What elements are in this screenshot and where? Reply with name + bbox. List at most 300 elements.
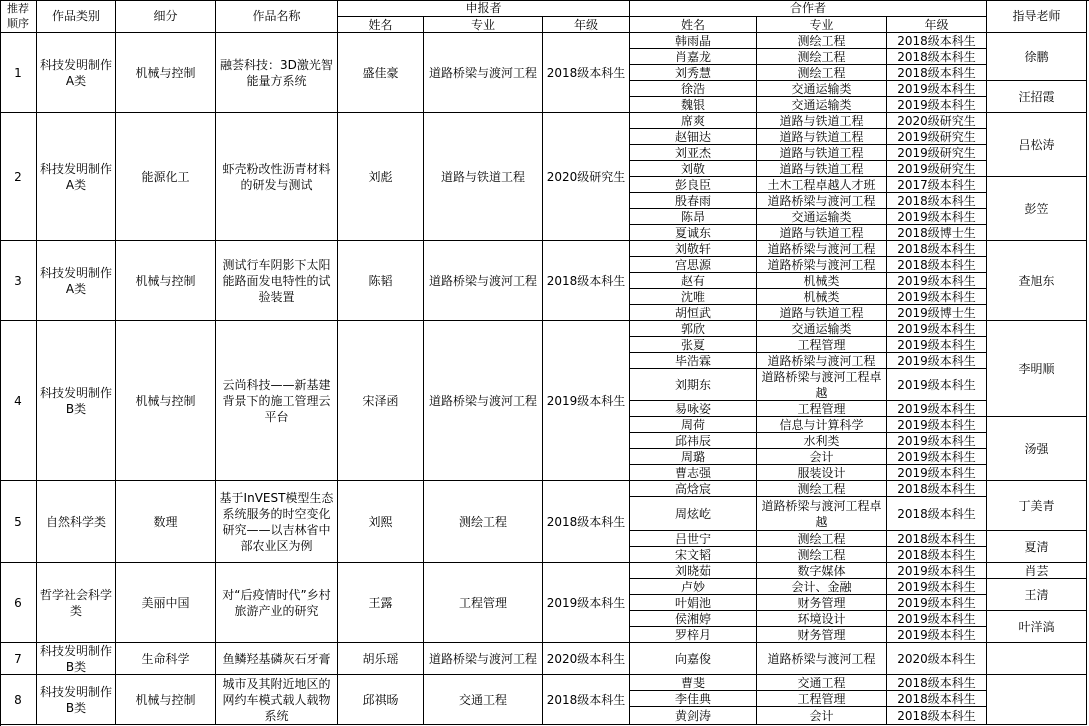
collaborator-grade-text: 2018级博士生 xyxy=(897,225,976,240)
collaborator-name-text: 宫思源 xyxy=(674,257,711,272)
applicant-grade xyxy=(543,321,630,481)
entry-category-text: 科技发明制作B类 xyxy=(39,385,112,416)
applicant-major-text: 道路桥梁与渡河工程 xyxy=(428,65,537,80)
collaborator-name-text: 郭欣 xyxy=(680,321,705,336)
advisor-name xyxy=(987,481,1087,531)
collaborator-grade xyxy=(887,225,987,241)
entry-order-text: 2 xyxy=(14,169,22,184)
collaborator-major xyxy=(757,417,887,433)
collaborator-major-text: 道路与铁道工程 xyxy=(779,161,864,176)
collaborator-name xyxy=(630,531,757,547)
applicant-major-text: 道路桥梁与渡河工程 xyxy=(428,651,537,666)
collaborator-grade-text: 2019级研究生 xyxy=(897,161,976,176)
entry-title-text: 测试行车阴影下太阳能路面发电特性的试验装置 xyxy=(222,257,331,304)
applicant-name xyxy=(338,33,424,113)
entry-subcategory xyxy=(116,675,216,725)
applicant-grade-text: 2020级本科生 xyxy=(546,651,626,666)
collaborator-name-text: 易咏姿 xyxy=(674,401,711,416)
collaborator-grade xyxy=(887,707,987,725)
collaborator-name xyxy=(630,129,757,145)
advisor-name-text: 查旭东 xyxy=(1018,273,1055,288)
entry-category xyxy=(37,241,116,321)
entry-subcategory-text: 机械与控制 xyxy=(135,393,196,408)
entry-category xyxy=(37,321,116,481)
collaborator-name-text: 魏银 xyxy=(680,97,705,112)
collaborator-major-text: 交通工程 xyxy=(797,675,846,690)
entry-category xyxy=(37,33,116,113)
collaborator-grade-text: 2018级本科生 xyxy=(897,49,976,64)
advisor-name-text: 彭笠 xyxy=(1024,201,1049,216)
collaborator-grade xyxy=(887,145,987,161)
collaborator-name xyxy=(630,595,757,611)
collaborator-major xyxy=(757,563,887,579)
entry-title xyxy=(216,241,338,321)
collaborator-name xyxy=(630,241,757,257)
header-subcategory xyxy=(116,0,216,33)
collaborator-major xyxy=(757,691,887,707)
collaborator-grade-text: 2019级本科生 xyxy=(897,377,976,392)
collaborator-name-text: 沈唯 xyxy=(680,289,705,304)
collaborator-grade-text: 2018级本科生 xyxy=(897,506,976,521)
collaborator-grade-text: 2019级本科生 xyxy=(897,579,976,594)
collaborator-grade xyxy=(887,465,987,481)
collaborator-name xyxy=(630,161,757,177)
collaborator-name-text: 赵钿达 xyxy=(674,129,711,144)
collaborator-major-text: 数字媒体 xyxy=(797,563,846,578)
entry-subcategory xyxy=(116,113,216,241)
advisor-name xyxy=(987,113,1087,177)
collaborator-major-text: 道路与铁道工程 xyxy=(779,145,864,160)
entry-order-text: 8 xyxy=(14,692,22,707)
applicant-major xyxy=(424,113,543,241)
header-applicant-major xyxy=(424,17,543,33)
entry-subcategory-text: 生命科学 xyxy=(141,651,190,666)
collaborator-major-text: 道路桥梁与渡河工程 xyxy=(767,257,876,272)
collaborator-grade xyxy=(887,305,987,321)
collaborator-major-text: 道路与铁道工程 xyxy=(779,225,864,240)
entry-order xyxy=(0,113,37,241)
collaborator-grade xyxy=(887,241,987,257)
collaborator-name-text: 宋文韬 xyxy=(674,547,711,562)
entry-category-text: 哲学社会科学类 xyxy=(39,587,112,618)
collaborator-major-text: 工程管理 xyxy=(797,337,846,352)
collaborator-major-text: 会计 xyxy=(809,708,834,723)
collaborator-major-text: 会计 xyxy=(809,449,834,464)
entry-title-text: 城市及其附近地区的网约车模式载人载物系统 xyxy=(222,676,331,723)
collaborator-name xyxy=(630,49,757,65)
entry-order-text: 4 xyxy=(14,393,22,408)
collaborator-grade-text: 2019级本科生 xyxy=(897,563,976,578)
collaborator-name xyxy=(630,547,757,563)
collaborator-grade xyxy=(887,289,987,305)
applicant-major xyxy=(424,675,543,725)
collaborator-grade xyxy=(887,627,987,643)
collaborator-major xyxy=(757,113,887,129)
collaborator-name xyxy=(630,643,757,675)
collaborator-name-text: 刘秀慧 xyxy=(674,65,711,80)
entry-order xyxy=(0,241,37,321)
collaborator-name xyxy=(630,33,757,49)
advisor-name-text: 夏清 xyxy=(1024,539,1049,554)
collaborator-name-text: 邱祎辰 xyxy=(674,433,711,448)
collaborator-major-text: 道路桥梁与渡河工程 xyxy=(767,353,876,368)
collaborator-name xyxy=(630,401,757,417)
advisor-name xyxy=(987,177,1087,241)
collaborator-major-text: 测绘工程 xyxy=(797,531,846,546)
collaborator-major xyxy=(757,433,887,449)
header-collab-major-text: 专业 xyxy=(809,17,834,32)
collaborator-name xyxy=(630,707,757,725)
collaborator-name xyxy=(630,579,757,595)
collaborator-name-text: 陈昂 xyxy=(680,209,705,224)
collaborator-grade-text: 2020级研究生 xyxy=(897,113,976,128)
advisor-name xyxy=(987,611,1087,643)
entry-title xyxy=(216,643,338,675)
collaborator-major xyxy=(757,579,887,595)
collaborator-name xyxy=(630,497,757,531)
collaborator-grade xyxy=(887,547,987,563)
collaborator-major xyxy=(757,273,887,289)
header-collab-name xyxy=(630,17,757,33)
collaborator-name-text: 高焓宸 xyxy=(674,481,711,496)
collaborator-major xyxy=(757,369,887,401)
collaborator-major xyxy=(757,145,887,161)
collaborator-major-text: 工程管理 xyxy=(797,691,846,706)
collaborator-name xyxy=(630,675,757,691)
collaborator-name xyxy=(630,369,757,401)
entry-subcategory xyxy=(116,563,216,643)
collaborator-grade xyxy=(887,595,987,611)
collaborator-name xyxy=(630,691,757,707)
collaborator-name-text: 侯湘婷 xyxy=(674,611,711,626)
collaborator-grade-text: 2018级本科生 xyxy=(897,481,976,496)
collaborator-major xyxy=(757,193,887,209)
collaborator-grade-text: 2019级本科生 xyxy=(897,449,976,464)
collaborator-major xyxy=(757,177,887,193)
collaborator-grade xyxy=(887,161,987,177)
advisor-name xyxy=(987,675,1087,725)
collaborator-grade xyxy=(887,129,987,145)
collaborator-major xyxy=(757,81,887,97)
collaborator-major-text: 测绘工程 xyxy=(797,49,846,64)
header-order-text: 推荐顺序 xyxy=(7,2,29,30)
collaborator-name-text: 殷春雨 xyxy=(674,193,711,208)
entry-title xyxy=(216,321,338,481)
collaborator-major-text: 道路桥梁与渡河工程 xyxy=(767,651,876,666)
collaborator-name xyxy=(630,193,757,209)
entry-category-text: 科技发明制作A类 xyxy=(39,57,112,88)
entry-order-text: 7 xyxy=(14,651,22,666)
collaborator-grade xyxy=(887,33,987,49)
header-applicant-name-text: 姓名 xyxy=(368,17,393,32)
collaborator-name-text: 周璐 xyxy=(680,449,705,464)
collaborator-name-text: 胡恒武 xyxy=(674,305,711,320)
applicant-name xyxy=(338,481,424,563)
collaborator-grade xyxy=(887,193,987,209)
collaborator-major xyxy=(757,49,887,65)
entry-order xyxy=(0,643,37,675)
collaborator-major xyxy=(757,449,887,465)
entry-subcategory-text: 机械与控制 xyxy=(135,65,196,80)
advisor-name-text: 王清 xyxy=(1024,587,1049,602)
collaborator-major-text: 机械类 xyxy=(803,273,840,288)
collaborator-grade-text: 2019级本科生 xyxy=(897,337,976,352)
collaborator-major xyxy=(757,97,887,113)
collaborator-grade xyxy=(887,417,987,433)
collaborator-name-text: 曹志强 xyxy=(674,465,711,480)
collaborator-name-text: 席爽 xyxy=(680,113,705,128)
applicant-major xyxy=(424,563,543,643)
collaborator-grade xyxy=(887,273,987,289)
entry-category-text: 科技发明制作A类 xyxy=(39,161,112,192)
entry-title xyxy=(216,563,338,643)
applicant-grade xyxy=(543,481,630,563)
collaborator-major xyxy=(757,497,887,531)
collaborator-grade-text: 2019级本科生 xyxy=(897,611,976,626)
collaborator-major xyxy=(757,209,887,225)
entry-subcategory-text: 美丽中国 xyxy=(141,595,190,610)
collaborator-major-text: 财务管理 xyxy=(797,595,846,610)
collaborator-grade-text: 2019级本科生 xyxy=(897,595,976,610)
entry-subcategory-text: 机械与控制 xyxy=(135,692,196,707)
header-subcategory-text: 细分 xyxy=(153,9,178,23)
collaborator-name-text: 刘敬 xyxy=(680,161,705,176)
applicant-name xyxy=(338,675,424,725)
collaborator-major xyxy=(757,337,887,353)
collaborator-name-text: 徐浩 xyxy=(680,81,705,96)
advisor-name xyxy=(987,241,1087,321)
collaborator-major xyxy=(757,643,887,675)
entry-subcategory-text: 机械与控制 xyxy=(135,273,196,288)
applicant-grade xyxy=(543,643,630,675)
entry-title-text: 基于InVEST模型生态系统服务的时空变化研究——以吉林省中部农业区为例 xyxy=(219,490,334,553)
advisor-name-text: 李明顺 xyxy=(1018,361,1055,376)
collaborator-major-text: 水利类 xyxy=(803,433,840,448)
collaborator-grade-text: 2019级研究生 xyxy=(897,129,976,144)
collaborator-grade-text: 2018级本科生 xyxy=(897,241,976,256)
header-title xyxy=(216,0,338,33)
collaborator-grade-text: 2020级本科生 xyxy=(897,651,976,666)
applicant-major xyxy=(424,33,543,113)
entry-subcategory xyxy=(116,241,216,321)
applicant-name-text: 王露 xyxy=(368,595,393,610)
collaborator-name xyxy=(630,65,757,81)
collaborator-major xyxy=(757,707,887,725)
collaborator-grade-text: 2019级本科生 xyxy=(897,433,976,448)
applicant-major xyxy=(424,481,543,563)
entry-title-text: 虾壳粉改性沥青材料的研发与测试 xyxy=(222,161,331,192)
collaborator-major xyxy=(757,353,887,369)
collaborator-name-text: 张夏 xyxy=(680,337,705,352)
entry-subcategory-text: 数理 xyxy=(153,514,178,529)
collaborator-name-text: 周荷 xyxy=(680,417,705,432)
collaborator-name xyxy=(630,273,757,289)
applicant-grade xyxy=(543,33,630,113)
collaborator-major xyxy=(757,65,887,81)
entry-order-text: 1 xyxy=(14,65,22,80)
entry-category xyxy=(37,113,116,241)
header-order xyxy=(0,0,37,33)
applicant-grade-text: 2018级本科生 xyxy=(546,692,626,707)
collaborator-grade xyxy=(887,97,987,113)
entry-subcategory-text: 能源化工 xyxy=(141,169,190,184)
collaborator-name-text: 刘亚杰 xyxy=(674,145,711,160)
collaborator-grade xyxy=(887,675,987,691)
collaborator-name xyxy=(630,81,757,97)
applicant-major-text: 交通工程 xyxy=(458,692,507,707)
header-category-text: 作品类别 xyxy=(51,9,100,23)
collaborator-grade-text: 2018级本科生 xyxy=(897,65,976,80)
collaborator-major xyxy=(757,611,887,627)
collaborator-grade xyxy=(887,579,987,595)
applicant-major-text: 工程管理 xyxy=(458,595,507,610)
collaborator-grade xyxy=(887,691,987,707)
applicant-name-text: 刘彪 xyxy=(368,169,393,184)
collaborator-major-text: 道路桥梁与渡河工程卓越 xyxy=(761,369,882,400)
collaborator-major xyxy=(757,225,887,241)
collaborator-name-text: 夏诚东 xyxy=(674,225,711,240)
collaborator-name-text: 刘晓茹 xyxy=(674,563,711,578)
collaborator-grade-text: 2019级本科生 xyxy=(897,97,976,112)
collaborator-grade xyxy=(887,353,987,369)
collaborator-name-text: 曹斐 xyxy=(680,675,705,690)
applicant-major-text: 道路与铁道工程 xyxy=(440,169,525,184)
collaborator-grade-text: 2019级本科生 xyxy=(897,627,976,642)
collaborator-major xyxy=(757,401,887,417)
advisor-name xyxy=(987,643,1087,675)
entry-title xyxy=(216,675,338,725)
collaborator-name xyxy=(630,611,757,627)
collaborator-name-text: 刘期东 xyxy=(674,377,711,392)
collaborator-major-text: 机械类 xyxy=(803,289,840,304)
collaborator-grade-text: 2019级本科生 xyxy=(897,273,976,288)
collaborator-major xyxy=(757,547,887,563)
collaborator-name xyxy=(630,417,757,433)
collaborator-grade xyxy=(887,337,987,353)
collaborator-major-text: 测绘工程 xyxy=(797,481,846,496)
collaborator-grade xyxy=(887,449,987,465)
collaborator-name xyxy=(630,177,757,193)
entry-title xyxy=(216,113,338,241)
collaborator-grade xyxy=(887,481,987,497)
collaborator-grade-text: 2019级本科生 xyxy=(897,353,976,368)
applicant-major xyxy=(424,643,543,675)
header-applicant-major-text: 专业 xyxy=(470,17,495,32)
collaborator-major-text: 交通运输类 xyxy=(791,81,852,96)
collaborator-grade-text: 2019级研究生 xyxy=(897,145,976,160)
collaborator-grade xyxy=(887,611,987,627)
collaborator-name-text: 彭良臣 xyxy=(674,177,711,192)
entry-title-text: 鱼鳞羟基磷灰石牙膏 xyxy=(222,651,331,666)
header-advisor-text: 指导老师 xyxy=(1012,9,1061,23)
advisor-name xyxy=(987,579,1087,611)
entry-subcategory xyxy=(116,321,216,481)
entry-order-text: 6 xyxy=(14,595,22,610)
collaborator-grade-text: 2018级本科生 xyxy=(897,547,976,562)
collaborator-grade xyxy=(887,113,987,129)
collaborator-grade xyxy=(887,321,987,337)
advisor-name-text: 丁美青 xyxy=(1018,498,1055,513)
collaborator-grade-text: 2018级本科生 xyxy=(897,708,976,723)
header-advisor xyxy=(987,0,1087,33)
collaborator-name xyxy=(630,337,757,353)
collaborator-grade-text: 2018级本科生 xyxy=(897,531,976,546)
collaborator-major-text: 道路桥梁与渡河工程卓越 xyxy=(761,498,882,529)
applicant-name xyxy=(338,113,424,241)
collaborator-grade xyxy=(887,209,987,225)
collaborator-name-text: 叶娟池 xyxy=(674,595,711,610)
applicant-name xyxy=(338,321,424,481)
collaborator-major xyxy=(757,33,887,49)
collaborator-name xyxy=(630,257,757,273)
collaborator-grade xyxy=(887,257,987,273)
advisor-name-text: 吕松涛 xyxy=(1018,137,1055,152)
applicant-grade xyxy=(543,113,630,241)
collaborator-major xyxy=(757,241,887,257)
entry-order-text: 5 xyxy=(14,514,22,529)
collaborator-major xyxy=(757,161,887,177)
applicant-major-text: 道路桥梁与渡河工程 xyxy=(428,393,537,408)
applicant-grade xyxy=(543,563,630,643)
entry-category xyxy=(37,675,116,725)
entry-order xyxy=(0,481,37,563)
collaborator-grade-text: 2018级本科生 xyxy=(897,257,976,272)
entry-subcategory xyxy=(116,643,216,675)
applicant-name-text: 胡乐瑶 xyxy=(362,651,399,666)
collaborator-grade xyxy=(887,401,987,417)
collaborator-name xyxy=(630,465,757,481)
advisor-name xyxy=(987,563,1087,579)
collaborator-grade-text: 2019级博士生 xyxy=(897,305,976,320)
collaborator-name xyxy=(630,305,757,321)
collaborator-grade xyxy=(887,49,987,65)
collaborator-name-text: 向嘉俊 xyxy=(674,651,711,666)
collaborator-grade xyxy=(887,563,987,579)
entry-order xyxy=(0,321,37,481)
collaborator-major-text: 道路桥梁与渡河工程 xyxy=(767,193,876,208)
collaborator-name-text: 赵有 xyxy=(680,273,705,288)
collaborator-name xyxy=(630,627,757,643)
applicant-grade-text: 2018级本科生 xyxy=(546,65,626,80)
applicant-grade-text: 2018级本科生 xyxy=(546,514,626,529)
collaborator-name xyxy=(630,209,757,225)
header-applicant-grade xyxy=(543,17,630,33)
collaborator-grade-text: 2019级本科生 xyxy=(897,81,976,96)
entry-order xyxy=(0,675,37,725)
collaborator-name xyxy=(630,481,757,497)
collaborator-grade xyxy=(887,433,987,449)
header-collab-grade xyxy=(887,17,987,33)
collaborator-grade xyxy=(887,369,987,401)
collaborator-name xyxy=(630,289,757,305)
entry-subcategory xyxy=(116,33,216,113)
header-collab-name-text: 姓名 xyxy=(680,17,705,32)
applicant-major-text: 测绘工程 xyxy=(458,514,507,529)
entry-category xyxy=(37,481,116,563)
collaborator-grade-text: 2019级本科生 xyxy=(897,417,976,432)
applicant-name xyxy=(338,241,424,321)
collaborator-major-text: 道路与铁道工程 xyxy=(779,113,864,128)
collaborator-major-text: 测绘工程 xyxy=(797,65,846,80)
applicant-grade-text: 2019级本科生 xyxy=(546,393,626,408)
applicant-grade xyxy=(543,241,630,321)
entry-category-text: 科技发明制作B类 xyxy=(39,684,112,715)
applicant-name-text: 盛佳豪 xyxy=(362,65,399,80)
advisor-name xyxy=(987,417,1087,481)
collaborator-major-text: 道路与铁道工程 xyxy=(779,305,864,320)
collaborator-grade-text: 2018级本科生 xyxy=(897,675,976,690)
collaborator-name xyxy=(630,145,757,161)
